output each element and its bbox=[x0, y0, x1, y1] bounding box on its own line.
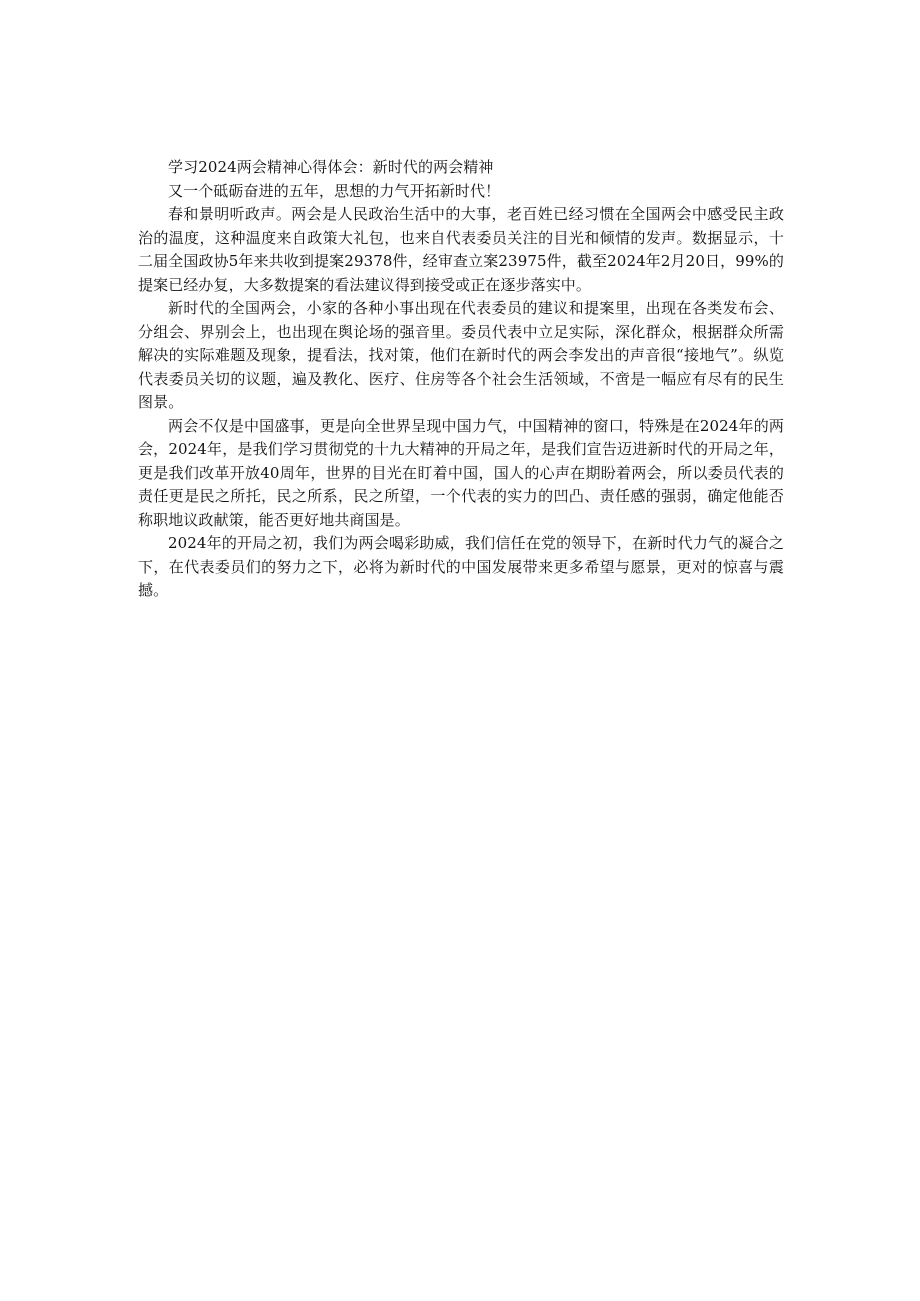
body-paragraph: 2024年的开局之初，我们为两会喝彩助威，我们信任在党的领导下，在新时代力气的凝合之下，在代表委员们的努力之下，必将为新时代的中国发展带来更多希望与愿景，更对的惊喜与震撼。 bbox=[138, 534, 784, 599]
document-title: 学习2024两会精神心得体会：新时代的两会精神 bbox=[168, 158, 494, 176]
body-paragraph: 春和景明听政声。两会是人民政治生活中的大事，老百姓已经习惯在全国两会中感受民主政治的温度，这种温度来自政策大礼包，也来自代表委员关注的目光和倾情的发声。数据显示，十二届全国政协5年来共收到提案29378件，经审查立案23975件，截至2024年2月20日，99%的提案已经办复，大多数提案的看法建议得到接受或正在逐步落实中。 bbox=[138, 205, 784, 294]
document-body bbox=[138, 156, 784, 603]
body-paragraph: 两会不仅是中国盛事，更是向全世界呈现中国力气，中国精神的窗口，特殊是在2024年的两会，2024年，是我们学习贯彻党的十九大精神的开局之年，是我们宣告迈进新时代的开局之年，更是我们改革开放40周年，世界的目光在盯着中国，国人的心声在期盼着两会，所以委员代表的责任更是民之所托，民之所系，民之所望，一个代表的实力的凹凸、责任感的强弱，确定他能否称职地议政献策，能否更好地共商国是。 bbox=[138, 416, 784, 529]
document-subtitle: 又一个砥砺奋进的五年，思想的力气开拓新时代！ bbox=[168, 181, 501, 200]
body-paragraph: 新时代的全国两会，小家的各种小事出现在代表委员的建议和提案里，出现在各类发布会、分组会、界别会上，也出现在舆论场的强音里。委员代表中立足实际，深化群众，根据群众所需解决的实际难题及现象，提看法，找对策，他们在新时代的两会李发出的声音很“接地气”。纵览代表委员关切的议题，遍及教化、医疗、住房等各个社会生活领域，不啻是一幅应有尽有的民生图景。 bbox=[138, 299, 784, 411]
